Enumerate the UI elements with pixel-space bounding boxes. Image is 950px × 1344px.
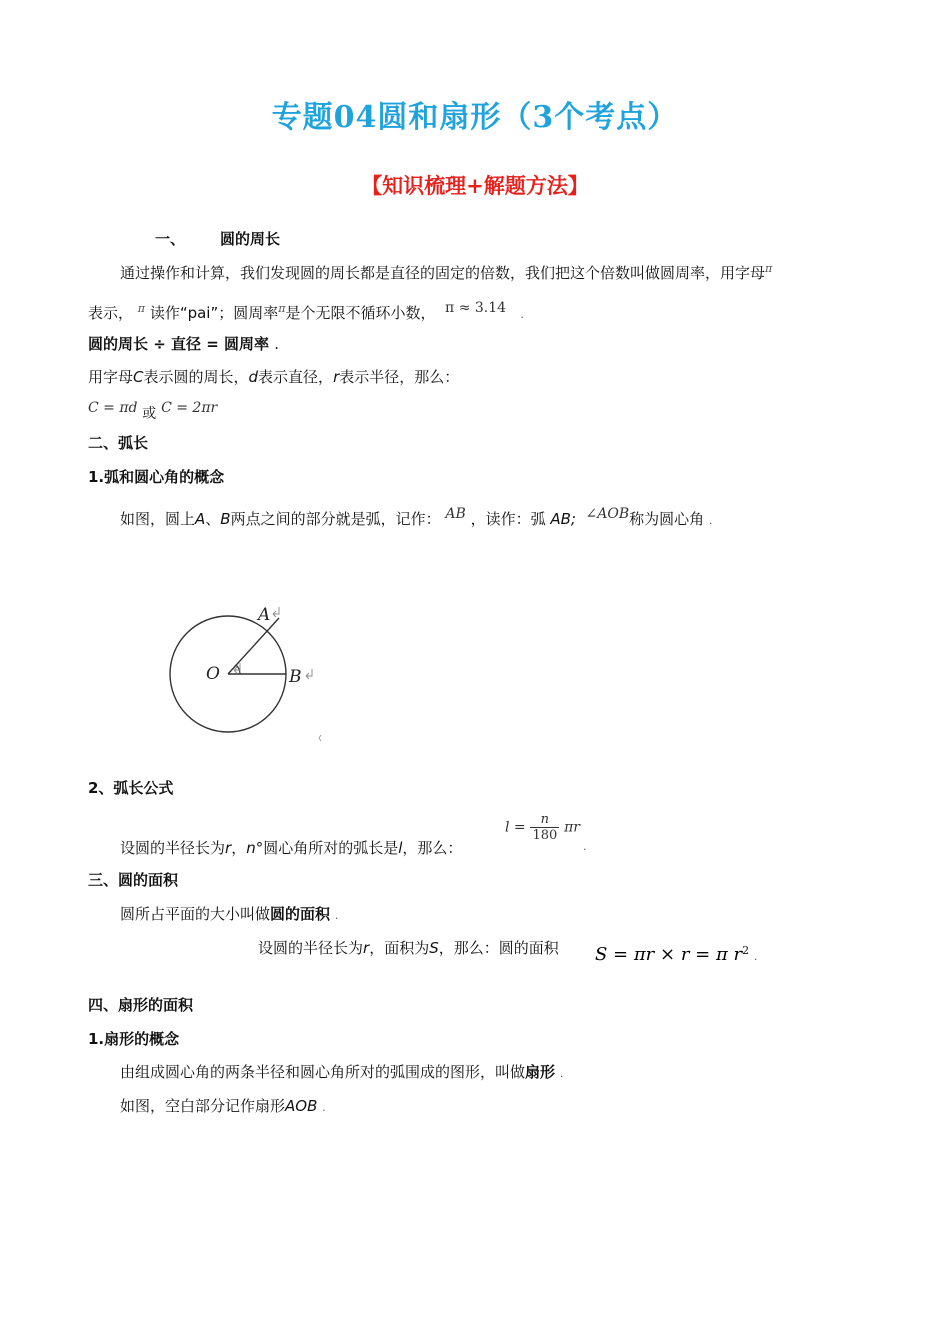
period: . [322,1101,326,1114]
radius-oa [228,618,279,674]
text: 通过操作和计算，我们发现圆的周长都是直径的固定的倍数，我们把这个倍数叫做圆周率，用字母 [120,264,766,282]
term-area: 圆的面积 [270,905,331,923]
pi-symbol: π [765,262,773,275]
section-2-sub-2: 2、弧长公式 [88,779,174,797]
formula-exponent: 2 [742,944,750,957]
text: 表示半径，那么： [339,368,460,386]
section-4-heading: 四、扇形的面积 [88,996,194,1014]
paragraph-area-definition [120,903,338,924]
var-r: r [225,839,232,857]
section-2-heading: 二、弧长 [88,434,149,452]
section-1-number: 一、 [155,230,186,248]
text: ，读作：弧 [470,510,546,528]
section-1-heading: 圆的周长 [220,230,281,248]
period: . [334,909,339,922]
fraction-denominator: 180 [532,828,558,843]
var-r: r [363,939,370,957]
page-title: 专题04圆和扇形（3个考点） [271,100,679,135]
text: 读作“pai”；圆周率 [149,304,279,322]
text: 、 [205,510,221,528]
text: 用字母 [88,368,134,386]
text: 如图，空白部分记作扇形 [120,1097,286,1115]
paragraph-mark-icon [306,669,312,679]
text: 称为圆心角 [629,510,705,528]
var-r: r [333,368,340,386]
text: 是个无限不循环小数， [285,304,436,322]
pi-symbol: π [278,302,286,315]
text: ，那么：圆的面积 [438,939,559,957]
period: . [520,308,524,321]
formula-c-2-pi-r: C = 2πr [161,400,218,416]
paragraph-mark-icon [273,607,279,617]
text: 两点之间的部分就是弧，记作： [230,510,441,528]
formula-c-pi-d: C = πd [88,400,138,416]
sector-name: AOB [285,1097,318,1115]
angle-notation: ∠AOB [585,506,630,522]
formula-pi-r: πr [564,819,580,836]
section-3-heading: 三、圆的面积 [88,871,179,889]
period: . [583,840,587,853]
page-subtitle: 【知识梳理+解题方法】 [361,173,589,198]
text: 表示， [88,304,134,322]
pi-symbol: π [137,302,146,315]
text: 圆所占平面的大小叫做 [120,905,271,923]
text: 表示圆的周长， [143,368,249,386]
section-2-sub-1: 1.弧和圆心角的概念 [88,468,225,486]
paragraph-arc-length [120,837,462,858]
text: °圆心角所对的弧长是 [255,839,399,857]
text: 如图，圆上 [120,510,196,528]
paragraph-area-formula [258,937,559,958]
var-n: n [246,839,256,857]
text: 由组成圆心角的两条半径和圆心角所对的弧围成的图形，叫做 [120,1063,526,1081]
period: . [708,514,713,527]
pi-approx-formula: π ≈ 3.14 [445,300,507,316]
section-4-sub-1: 1.扇形的概念 [88,1030,180,1048]
circumference-rule [88,333,279,354]
var-A: A [195,510,206,528]
term-sector: 扇形 [525,1063,556,1081]
label-o: O [206,664,220,684]
label-b: B [289,667,302,687]
circumference-formulas [88,397,218,422]
var-B: B [220,510,231,528]
period: . [753,950,758,963]
text: ， [231,839,247,857]
paragraph-pi-reading [88,300,524,323]
formula-l: l = [505,819,526,836]
paragraph-sector-definition [120,1061,563,1082]
var-C: C [133,368,144,386]
var-d: d [248,368,259,386]
area-formula [595,944,757,965]
circle-diagram [160,595,340,750]
paragraph-sector-example [120,1095,326,1116]
fraction [530,812,559,843]
label-a: A [258,605,271,625]
var-S: S [429,939,439,957]
text: ，那么： [402,839,463,857]
paragraph-arc-concept [120,506,712,529]
period: . [559,1067,564,1080]
or-text: 或 [142,406,157,422]
paragraph-letters [88,366,459,387]
text: 设圆的半径长为 [120,839,226,857]
fraction-numerator: n [530,812,559,828]
text: ，面积为 [369,939,430,957]
var-l: l [398,839,403,857]
arc-notation: AB [445,506,466,522]
period: . [274,335,280,353]
small-mark-icon [319,735,321,741]
paragraph-pi-definition [120,262,772,283]
arc-name: AB; [550,510,576,528]
text: 设圆的半径长为 [258,939,364,957]
arc-length-formula [505,812,580,843]
rule-text: 圆的周长 ÷ 直径 = 圆周率 [88,335,270,353]
text: 表示直径， [258,368,334,386]
formula-s: S = πr × r = π r [595,944,743,965]
